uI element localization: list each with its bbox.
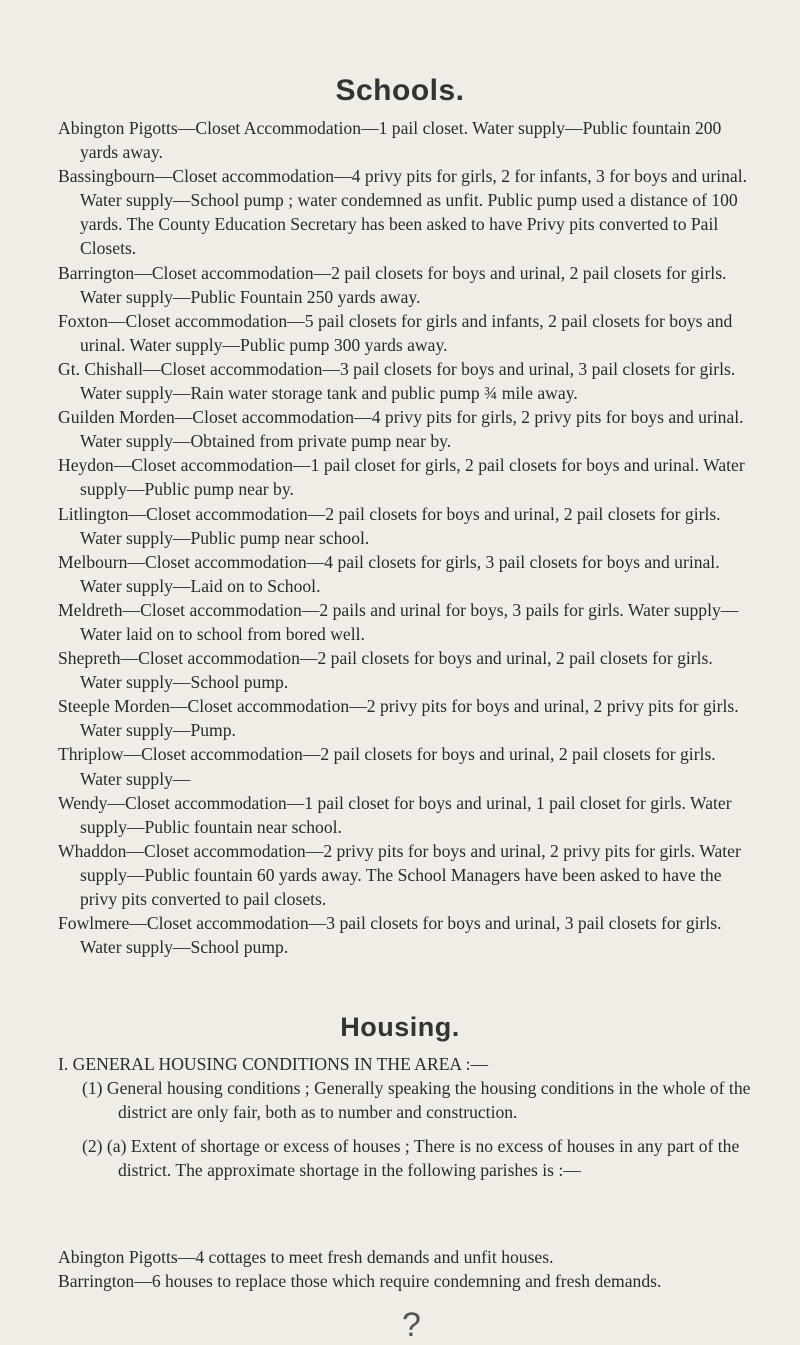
school-entry-foxton: Foxton—Closet accommodation—5 pail closets for girls and infants, 2 pail closets for boys and urinal. Water supply—Public pump 300 yards away.: [58, 310, 733, 355]
page-mark: ?: [402, 1306, 421, 1344]
housing-section: [58, 1052, 758, 1182]
schools-list: [58, 116, 758, 959]
schools-heading: Schools.: [335, 74, 465, 107]
housing-item-1: (1) General housing conditions ; Generally speaking the housing conditions in the whole of the district are only fair, both as to number and construction.: [82, 1078, 751, 1123]
housing-item-2a: (2) (a) Extent of shortage or excess of houses ; There is no excess of houses in any part of the district. The approximate shortage in the following parishes is :—: [82, 1136, 740, 1181]
housing-section-title: I. GENERAL HOUSING CONDITIONS IN THE AREA :—: [58, 1054, 489, 1074]
parish-shortage-list: [58, 1245, 758, 1293]
school-entry-wendy: Wendy—Closet accommodation—1 pail closet for boys and urinal, 1 pail closet for girls. Water supply—Public fountain near school.: [58, 792, 732, 837]
school-entry-meldreth: Meldreth—Closet accommodation—2 pails and urinal for boys, 3 pails for girls. Water supply—Water laid on to school from bored well.: [58, 599, 739, 644]
school-entry-barrington: Barrington—Closet accommodation—2 pail closets for boys and urinal, 2 pail closets for girls. Water supply—Public Fountain 250 yards away.: [58, 262, 727, 307]
school-entry-thriplow: Thriplow—Closet accommodation—2 pail closets for boys and urinal, 2 pail closets for girls. Water supply—: [58, 744, 716, 789]
school-entry-gt-chishall: Gt. Chishall—Closet accommodation—3 pail closets for boys and urinal, 3 pail closets for girls. Water supply—Rain water storage tank and public pump ¾ mile away.: [58, 358, 736, 404]
school-entry-fowlmere: Fowlmere—Closet accommodation—3 pail closets for boys and urinal, 3 pail closets for girls. Water supply—School pump.: [58, 913, 722, 958]
school-entry-melbourn: Melbourn—Closet accommodation—4 pail closets for girls, 3 pail closets for boys and urinal. Water supply—Laid on to School.: [58, 551, 720, 596]
parish-entry-abington-pigotts: Abington Pigotts—4 cottages to meet fresh demands and unfit houses.: [58, 1247, 554, 1267]
school-entry-abington-pigotts: Abington Pigotts—Closet Accommodation—1 pail closet. Water supply—Public fountain 200 yards away.: [58, 118, 722, 163]
parish-entry-barrington: Barrington—6 houses to replace those which require condemning and fresh demands.: [58, 1271, 662, 1292]
school-entry-steeple-morden: Steeple Morden—Closet accommodation—2 privy pits for boys and urinal, 2 privy pits for girls. Water supply—Pump.: [58, 696, 739, 741]
school-entry-heydon: Heydon—Closet accommodation—1 pail closet for girls, 2 pail closets for boys and urinal. Water supply—Public pump near by.: [58, 455, 745, 500]
school-entry-bassingbourn: Bassingbourn—Closet accommodation—4 privy pits for girls, 2 for infants, 3 for boys and urinal. Water supply—School pump ; water condemned as unfit. Public pump used a distance of 100 yards. The County Education Secretary has been asked to have Privy pits converted to Pail Closets.: [58, 166, 747, 259]
school-entry-litlington: Litlington—Closet accommodation—2 pail closets for boys and urinal, 2 pail closets for girls. Water supply—Public pump near school.: [58, 503, 721, 548]
school-entry-whaddon: Whaddon—Closet accommodation—2 privy pits for boys and urinal, 2 privy pits for girls. Water supply—Public fountain 60 yards away. The School Managers have been asked to have the privy pits converted to pail closets.: [58, 840, 741, 909]
school-entry-guilden-morden: Guilden Morden—Closet accommodation—4 privy pits for girls, 2 privy pits for boys and urinal. Water supply—Obtained from private pump near by.: [58, 407, 744, 452]
school-entry-shepreth: Shepreth—Closet accommodation—2 pail closets for boys and urinal, 2 pail closets for girls. Water supply—School pump.: [58, 648, 713, 693]
housing-heading: Housing.: [340, 1012, 460, 1042]
